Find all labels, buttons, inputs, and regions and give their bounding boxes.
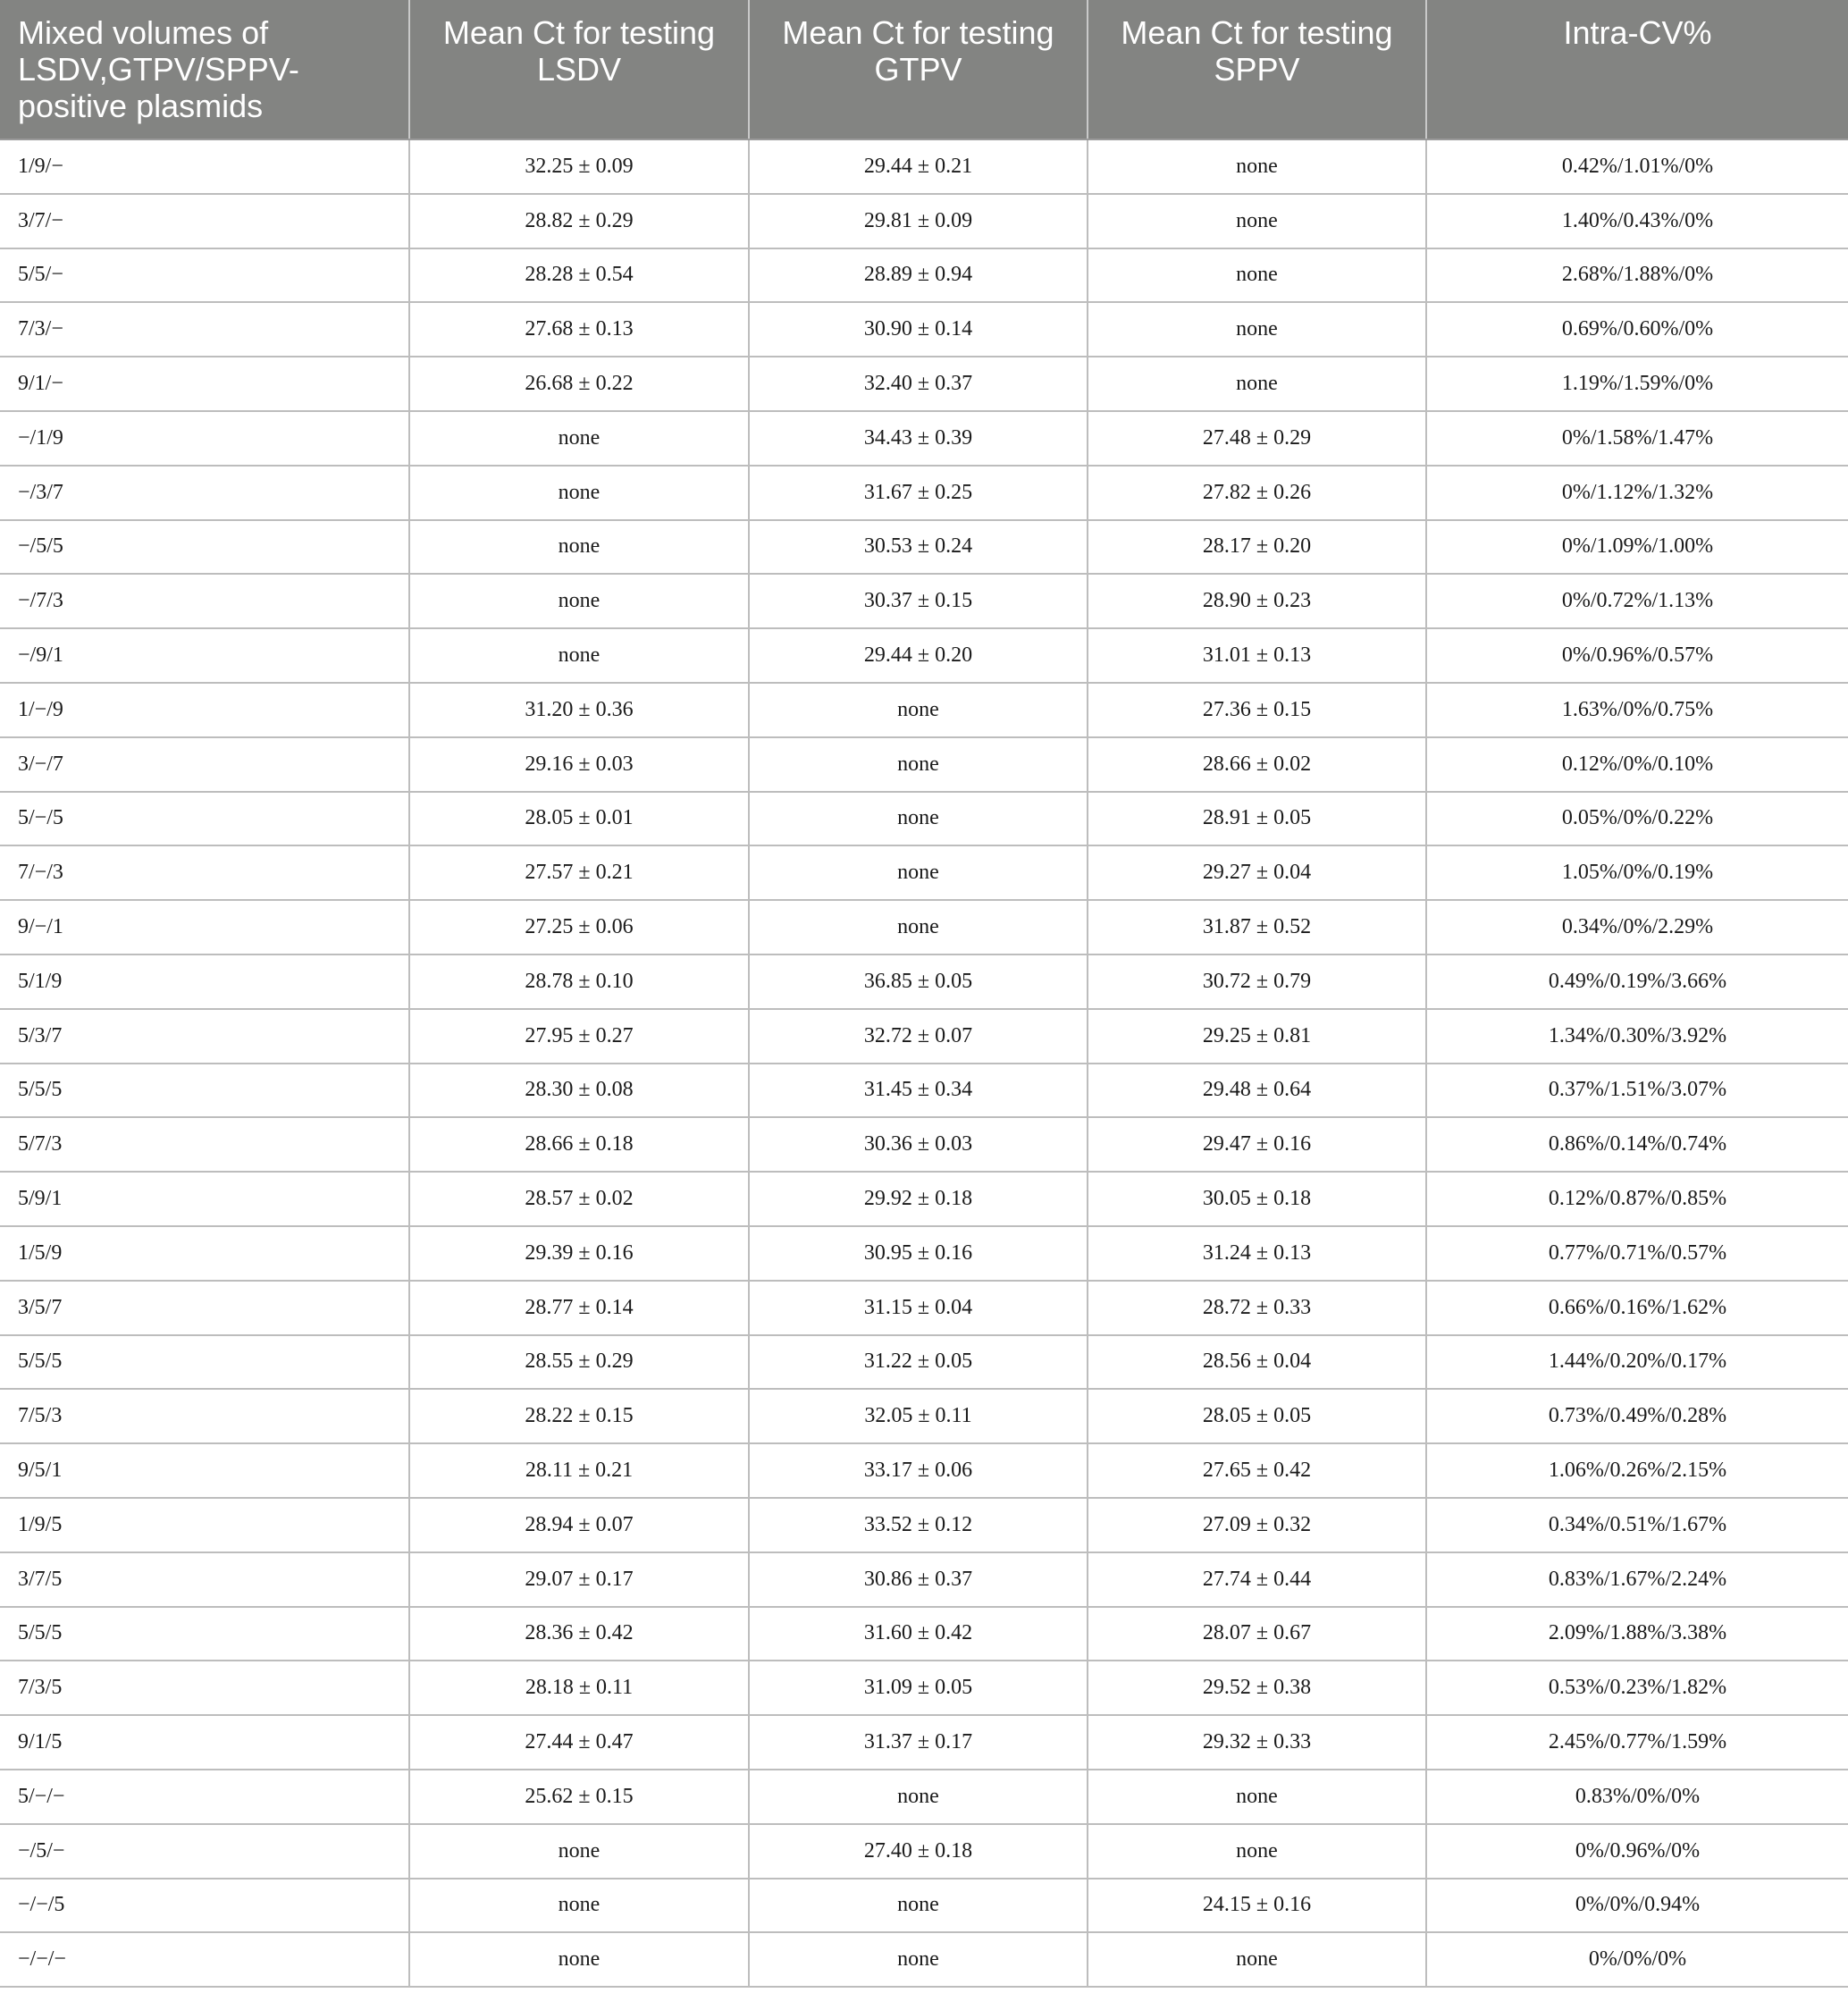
table-row — [0, 1389, 1848, 1443]
mean-ct-sppv-cell: 31.24 ± 0.13 — [1088, 1226, 1426, 1281]
mean-ct-gtpv-cell: 30.53 ± 0.24 — [749, 520, 1088, 575]
mixed-volumes-cell: 5/5/5 — [0, 1064, 409, 1118]
mean-ct-lsdv-cell: 27.44 ± 0.47 — [409, 1715, 749, 1770]
intra-cv-cell: 0%/0.72%/1.13% — [1426, 574, 1848, 628]
header-label: Mean Ct for testing SPPV — [1121, 14, 1393, 88]
mean-ct-gtpv-cell: 30.95 ± 0.16 — [749, 1226, 1088, 1281]
intra-cv-cell: 1.63%/0%/0.75% — [1426, 683, 1848, 737]
intra-cv-cell: 0%/0%/0% — [1426, 1932, 1848, 1987]
mean-ct-gtpv-cell: none — [749, 900, 1088, 954]
table-row — [0, 194, 1848, 248]
header-label: Mixed volumes of LSDV,GTPV/SPPV-positive plasmids — [18, 14, 299, 124]
mean-ct-gtpv-cell: none — [749, 683, 1088, 737]
mean-ct-lsdv-cell: 31.20 ± 0.36 — [409, 683, 749, 737]
intra-cv-cell: 0.86%/0.14%/0.74% — [1426, 1117, 1848, 1172]
mean-ct-sppv-cell: 30.72 ± 0.79 — [1088, 954, 1426, 1009]
mean-ct-sppv-cell: 28.66 ± 0.02 — [1088, 737, 1426, 792]
mean-ct-sppv-cell: 29.25 ± 0.81 — [1088, 1009, 1426, 1064]
intra-cv-cell: 0.69%/0.60%/0% — [1426, 302, 1848, 357]
intra-cv-cell: 0.34%/0%/2.29% — [1426, 900, 1848, 954]
mean-ct-sppv-cell: 28.07 ± 0.67 — [1088, 1607, 1426, 1661]
mean-ct-sppv-cell: 27.36 ± 0.15 — [1088, 683, 1426, 737]
mean-ct-lsdv-cell: 28.36 ± 0.42 — [409, 1607, 749, 1661]
mean-ct-lsdv-cell: 28.18 ± 0.11 — [409, 1661, 749, 1715]
mean-ct-lsdv-cell: 28.57 ± 0.02 — [409, 1172, 749, 1226]
mean-ct-gtpv-cell: 30.90 ± 0.14 — [749, 302, 1088, 357]
mean-ct-gtpv-cell: 30.37 ± 0.15 — [749, 574, 1088, 628]
mixed-volumes-cell: −/−/5 — [0, 1879, 409, 1933]
mixed-volumes-cell: 3/7/5 — [0, 1552, 409, 1607]
mixed-volumes-cell: 5/5/5 — [0, 1607, 409, 1661]
mean-ct-sppv-cell: none — [1088, 1770, 1426, 1824]
mixed-volumes-cell: 5/7/3 — [0, 1117, 409, 1172]
mean-ct-lsdv-cell: none — [409, 520, 749, 575]
mixed-volumes-cell: 5/1/9 — [0, 954, 409, 1009]
mean-ct-gtpv-cell: 32.72 ± 0.07 — [749, 1009, 1088, 1064]
table-row — [0, 1498, 1848, 1552]
mixed-volumes-cell: −/9/1 — [0, 628, 409, 683]
mean-ct-gtpv-cell: 30.36 ± 0.03 — [749, 1117, 1088, 1172]
mean-ct-lsdv-cell: none — [409, 1824, 749, 1879]
mean-ct-lsdv-cell: 26.68 ± 0.22 — [409, 357, 749, 411]
mixed-volumes-cell: 5/−/− — [0, 1770, 409, 1824]
table-row — [0, 1552, 1848, 1607]
intra-cv-cell: 0.66%/0.16%/1.62% — [1426, 1281, 1848, 1335]
table-row — [0, 1715, 1848, 1770]
mean-ct-sppv-cell: 28.72 ± 0.33 — [1088, 1281, 1426, 1335]
mean-ct-sppv-cell: none — [1088, 302, 1426, 357]
mean-ct-lsdv-cell: 29.16 ± 0.03 — [409, 737, 749, 792]
mean-ct-gtpv-cell: 29.44 ± 0.21 — [749, 139, 1088, 194]
mean-ct-lsdv-cell: 29.39 ± 0.16 — [409, 1226, 749, 1281]
mean-ct-gtpv-cell: 32.40 ± 0.37 — [749, 357, 1088, 411]
mixed-volumes-cell: 1/−/9 — [0, 683, 409, 737]
mean-ct-gtpv-cell: 36.85 ± 0.05 — [749, 954, 1088, 1009]
intra-cv-cell: 0.83%/0%/0% — [1426, 1770, 1848, 1824]
table-row — [0, 845, 1848, 900]
table-header — [0, 0, 1848, 139]
mean-ct-lsdv-cell: none — [409, 411, 749, 466]
table-row — [0, 302, 1848, 357]
mean-ct-gtpv-cell: none — [749, 792, 1088, 846]
mean-ct-gtpv-cell: 29.81 ± 0.09 — [749, 194, 1088, 248]
mixed-volumes-cell: 5/−/5 — [0, 792, 409, 846]
table-row — [0, 1443, 1848, 1498]
mean-ct-sppv-cell: 28.91 ± 0.05 — [1088, 792, 1426, 846]
mixed-volumes-cell: 5/3/7 — [0, 1009, 409, 1064]
mean-ct-gtpv-cell: 31.37 ± 0.17 — [749, 1715, 1088, 1770]
table-row — [0, 1661, 1848, 1715]
mean-ct-gtpv-cell: 33.17 ± 0.06 — [749, 1443, 1088, 1498]
header-mean-ct-gtpv — [749, 0, 1088, 139]
mixed-volumes-cell: 3/−/7 — [0, 737, 409, 792]
mean-ct-sppv-cell: none — [1088, 357, 1426, 411]
mixed-volumes-cell: −/5/5 — [0, 520, 409, 575]
intra-cv-cell: 0.42%/1.01%/0% — [1426, 139, 1848, 194]
mean-ct-lsdv-cell: 28.66 ± 0.18 — [409, 1117, 749, 1172]
mean-ct-lsdv-cell: 28.11 ± 0.21 — [409, 1443, 749, 1498]
table-row — [0, 1770, 1848, 1824]
mean-ct-gtpv-cell: 34.43 ± 0.39 — [749, 411, 1088, 466]
header-row — [0, 0, 1848, 139]
table-row — [0, 1607, 1848, 1661]
mean-ct-lsdv-cell: 28.30 ± 0.08 — [409, 1064, 749, 1118]
intra-cv-cell: 0.53%/0.23%/1.82% — [1426, 1661, 1848, 1715]
mixed-volumes-cell: 5/9/1 — [0, 1172, 409, 1226]
mixed-volumes-cell: 1/9/− — [0, 139, 409, 194]
mean-ct-sppv-cell: 27.48 ± 0.29 — [1088, 411, 1426, 466]
mixed-volumes-cell: 5/5/5 — [0, 1335, 409, 1390]
mean-ct-lsdv-cell: 25.62 ± 0.15 — [409, 1770, 749, 1824]
mixed-volumes-cell: −/3/7 — [0, 466, 409, 520]
intra-cv-cell: 1.19%/1.59%/0% — [1426, 357, 1848, 411]
mean-ct-lsdv-cell: none — [409, 628, 749, 683]
mean-ct-gtpv-cell: none — [749, 1770, 1088, 1824]
intra-cv-cell: 1.44%/0.20%/0.17% — [1426, 1335, 1848, 1390]
mean-ct-lsdv-cell: 27.68 ± 0.13 — [409, 302, 749, 357]
mean-ct-gtpv-cell: none — [749, 1932, 1088, 1987]
mixed-volumes-cell: 7/3/− — [0, 302, 409, 357]
table-row — [0, 248, 1848, 303]
table-row — [0, 1226, 1848, 1281]
intra-cv-cell: 0.05%/0%/0.22% — [1426, 792, 1848, 846]
table-row — [0, 1281, 1848, 1335]
table-row — [0, 357, 1848, 411]
mean-ct-lsdv-cell: 28.78 ± 0.10 — [409, 954, 749, 1009]
header-mean-ct-sppv — [1088, 0, 1426, 139]
mean-ct-sppv-cell: 28.90 ± 0.23 — [1088, 574, 1426, 628]
table-row — [0, 737, 1848, 792]
mean-ct-sppv-cell: 27.65 ± 0.42 — [1088, 1443, 1426, 1498]
table-row — [0, 1335, 1848, 1390]
mean-ct-sppv-cell: none — [1088, 1824, 1426, 1879]
table-row — [0, 954, 1848, 1009]
mean-ct-sppv-cell: 30.05 ± 0.18 — [1088, 1172, 1426, 1226]
mixed-volumes-cell: −/1/9 — [0, 411, 409, 466]
intra-cv-cell: 0.12%/0.87%/0.85% — [1426, 1172, 1848, 1226]
mean-ct-gtpv-cell: 32.05 ± 0.11 — [749, 1389, 1088, 1443]
intra-cv-cell: 0%/1.12%/1.32% — [1426, 466, 1848, 520]
mean-ct-sppv-cell: none — [1088, 1932, 1426, 1987]
mean-ct-lsdv-cell: 28.82 ± 0.29 — [409, 194, 749, 248]
mean-ct-sppv-cell: 29.52 ± 0.38 — [1088, 1661, 1426, 1715]
mean-ct-sppv-cell: 31.87 ± 0.52 — [1088, 900, 1426, 954]
mean-ct-lsdv-cell: 28.55 ± 0.29 — [409, 1335, 749, 1390]
intra-cv-cell: 0.34%/0.51%/1.67% — [1426, 1498, 1848, 1552]
mean-ct-gtpv-cell: 31.15 ± 0.04 — [749, 1281, 1088, 1335]
mean-ct-sppv-cell: 29.27 ± 0.04 — [1088, 845, 1426, 900]
mean-ct-sppv-cell: none — [1088, 248, 1426, 303]
mean-ct-sppv-cell: 28.56 ± 0.04 — [1088, 1335, 1426, 1390]
mean-ct-gtpv-cell: 31.67 ± 0.25 — [749, 466, 1088, 520]
mixed-volumes-cell: 5/5/− — [0, 248, 409, 303]
mean-ct-gtpv-cell: 31.45 ± 0.34 — [749, 1064, 1088, 1118]
table-row — [0, 683, 1848, 737]
mean-ct-lsdv-cell: 28.77 ± 0.14 — [409, 1281, 749, 1335]
intra-cv-cell: 2.45%/0.77%/1.59% — [1426, 1715, 1848, 1770]
mean-ct-gtpv-cell: 31.22 ± 0.05 — [749, 1335, 1088, 1390]
mean-ct-lsdv-cell: 28.28 ± 0.54 — [409, 248, 749, 303]
mean-ct-sppv-cell: none — [1088, 194, 1426, 248]
table-body — [0, 139, 1848, 1987]
mixed-volumes-cell: −/7/3 — [0, 574, 409, 628]
table-row — [0, 628, 1848, 683]
mean-ct-sppv-cell: 29.48 ± 0.64 — [1088, 1064, 1426, 1118]
table-row — [0, 792, 1848, 846]
header-label: Mean Ct for testing GTPV — [782, 14, 1054, 88]
intra-cv-cell: 0.37%/1.51%/3.07% — [1426, 1064, 1848, 1118]
intra-cv-cell: 1.34%/0.30%/3.92% — [1426, 1009, 1848, 1064]
mean-ct-lsdv-cell: none — [409, 466, 749, 520]
intra-cv-cell: 2.68%/1.88%/0% — [1426, 248, 1848, 303]
table-row — [0, 411, 1848, 466]
mean-ct-sppv-cell: 27.09 ± 0.32 — [1088, 1498, 1426, 1552]
mean-ct-sppv-cell: 27.82 ± 0.26 — [1088, 466, 1426, 520]
table-row — [0, 1932, 1848, 1987]
header-label: Mean Ct for testing LSDV — [442, 14, 716, 88]
table-row — [0, 1172, 1848, 1226]
intra-cv-cell: 0.77%/0.71%/0.57% — [1426, 1226, 1848, 1281]
mean-ct-gtpv-cell: none — [749, 1879, 1088, 1933]
mixed-volumes-cell: 9/1/− — [0, 357, 409, 411]
mean-ct-sppv-cell: 31.01 ± 0.13 — [1088, 628, 1426, 683]
mean-ct-sppv-cell: 28.05 ± 0.05 — [1088, 1389, 1426, 1443]
mean-ct-lsdv-cell: 27.25 ± 0.06 — [409, 900, 749, 954]
mixed-volumes-cell: 3/5/7 — [0, 1281, 409, 1335]
table-row — [0, 466, 1848, 520]
intra-cv-cell: 0%/0.96%/0.57% — [1426, 628, 1848, 683]
intra-cv-cell: 0%/1.58%/1.47% — [1426, 411, 1848, 466]
intra-cv-cell: 1.06%/0.26%/2.15% — [1426, 1443, 1848, 1498]
intra-cv-cell: 0.12%/0%/0.10% — [1426, 737, 1848, 792]
mean-ct-gtpv-cell: none — [749, 737, 1088, 792]
table-row — [0, 520, 1848, 575]
header-label: Intra-CV% — [1563, 14, 1712, 51]
mean-ct-lsdv-cell: 28.94 ± 0.07 — [409, 1498, 749, 1552]
mean-ct-sppv-cell: 29.47 ± 0.16 — [1088, 1117, 1426, 1172]
mean-ct-lsdv-cell: 28.05 ± 0.01 — [409, 792, 749, 846]
mixed-volumes-cell: −/−/− — [0, 1932, 409, 1987]
table-row — [0, 1117, 1848, 1172]
mean-ct-lsdv-cell: none — [409, 1932, 749, 1987]
mixed-volumes-cell: 7/5/3 — [0, 1389, 409, 1443]
intra-cv-cell: 0%/0.96%/0% — [1426, 1824, 1848, 1879]
table-row — [0, 1879, 1848, 1933]
intra-cv-cell: 1.05%/0%/0.19% — [1426, 845, 1848, 900]
table-row — [0, 1824, 1848, 1879]
mixed-volumes-cell: 9/−/1 — [0, 900, 409, 954]
intra-cv-cell: 0.49%/0.19%/3.66% — [1426, 954, 1848, 1009]
mean-ct-lsdv-cell: 29.07 ± 0.17 — [409, 1552, 749, 1607]
header-mean-ct-lsdv — [409, 0, 749, 139]
mixed-volumes-cell: 7/−/3 — [0, 845, 409, 900]
mean-ct-lsdv-cell: 27.95 ± 0.27 — [409, 1009, 749, 1064]
mixed-volumes-cell: 1/5/9 — [0, 1226, 409, 1281]
table-row — [0, 1009, 1848, 1064]
mean-ct-gtpv-cell: 27.40 ± 0.18 — [749, 1824, 1088, 1879]
mean-ct-lsdv-cell: 32.25 ± 0.09 — [409, 139, 749, 194]
intra-cv-cell: 0.83%/1.67%/2.24% — [1426, 1552, 1848, 1607]
mean-ct-lsdv-cell: none — [409, 574, 749, 628]
mean-ct-sppv-cell: none — [1088, 139, 1426, 194]
mixed-volumes-cell: 9/5/1 — [0, 1443, 409, 1498]
mean-ct-gtpv-cell: 30.86 ± 0.37 — [749, 1552, 1088, 1607]
header-mixed-volumes — [0, 0, 409, 139]
mixed-volumes-cell: 3/7/− — [0, 194, 409, 248]
intra-cv-cell: 0%/1.09%/1.00% — [1426, 520, 1848, 575]
header-intra-cv — [1426, 0, 1848, 139]
mean-ct-gtpv-cell: 29.92 ± 0.18 — [749, 1172, 1088, 1226]
mean-ct-gtpv-cell: none — [749, 845, 1088, 900]
mean-ct-sppv-cell: 24.15 ± 0.16 — [1088, 1879, 1426, 1933]
table-row — [0, 1064, 1848, 1118]
mean-ct-gtpv-cell: 28.89 ± 0.94 — [749, 248, 1088, 303]
intra-cv-cell: 0.73%/0.49%/0.28% — [1426, 1389, 1848, 1443]
mean-ct-sppv-cell: 27.74 ± 0.44 — [1088, 1552, 1426, 1607]
mixed-volumes-cell: −/5/− — [0, 1824, 409, 1879]
table-row — [0, 574, 1848, 628]
mean-ct-lsdv-cell: 27.57 ± 0.21 — [409, 845, 749, 900]
mean-ct-gtpv-cell: 29.44 ± 0.20 — [749, 628, 1088, 683]
mean-ct-lsdv-cell: none — [409, 1879, 749, 1933]
mixed-volumes-cell: 1/9/5 — [0, 1498, 409, 1552]
table-row — [0, 900, 1848, 954]
mean-ct-sppv-cell: 29.32 ± 0.33 — [1088, 1715, 1426, 1770]
table-row — [0, 139, 1848, 194]
intra-cv-cell: 1.40%/0.43%/0% — [1426, 194, 1848, 248]
intra-cv-cell: 0%/0%/0.94% — [1426, 1879, 1848, 1933]
mean-ct-gtpv-cell: 31.60 ± 0.42 — [749, 1607, 1088, 1661]
mixed-volumes-cell: 7/3/5 — [0, 1661, 409, 1715]
intra-cv-cell: 2.09%/1.88%/3.38% — [1426, 1607, 1848, 1661]
mean-ct-sppv-cell: 28.17 ± 0.20 — [1088, 520, 1426, 575]
mixed-volumes-cell: 9/1/5 — [0, 1715, 409, 1770]
mean-ct-gtpv-cell: 33.52 ± 0.12 — [749, 1498, 1088, 1552]
mean-ct-lsdv-cell: 28.22 ± 0.15 — [409, 1389, 749, 1443]
mean-ct-gtpv-cell: 31.09 ± 0.05 — [749, 1661, 1088, 1715]
